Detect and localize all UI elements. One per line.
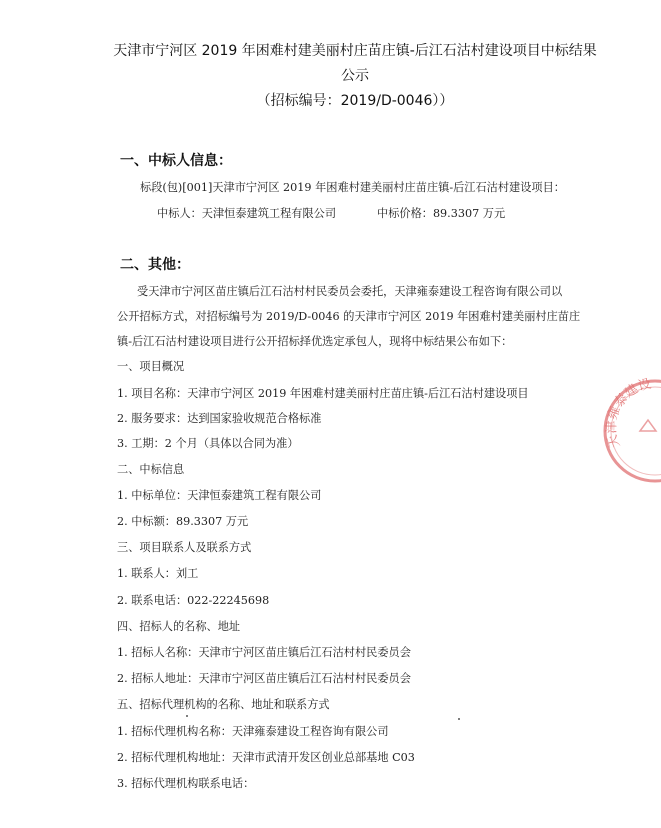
svg-text:天津雍泰建设: 天津雍泰建设 [604, 376, 653, 450]
list-item: 1. 项目名称：天津市宁河区 2019 年困难村建美丽村庄苗庄镇-后江石沽村建设项目 [117, 387, 529, 400]
list-item: 3. 招标代理机构联系电话： [117, 777, 255, 790]
list-item: 二、中标信息 [117, 463, 185, 476]
list-item: 2. 中标额：89.3307 万元 [117, 515, 249, 528]
list-item: 三、项目联系人及联系方式 [117, 541, 252, 554]
list-item: 四、招标人的名称、地址 [117, 620, 241, 633]
list-item: 1. 招标人名称：天津市宁河区苗庄镇后江石沽村村民委员会 [117, 646, 411, 659]
official-seal-icon [600, 376, 661, 486]
doc-title-line1: 天津市宁河区 2019 年困难村建美丽村庄苗庄镇-后江石沽村建设项目中标结果 [113, 43, 597, 59]
doc-title-line2: 公示 [341, 68, 369, 84]
doc-title-line3: （招标编号：2019/D-0046）） [256, 93, 454, 109]
list-item: 1. 招标代理机构名称：天津雍泰建设工程咨询有限公司 [117, 725, 389, 738]
winner-text: 中标人：天津恒泰建筑工程有限公司 [157, 207, 337, 220]
list-item: 2. 联系电话：022-22245698 [117, 594, 270, 607]
list-item: 2. 服务要求：达到国家验收规范合格标准 [117, 412, 322, 425]
bid-section-text: 标段(包)[001]天津市宁河区 2019 年困难村建美丽村庄苗庄镇-后江石沽村建设项目： [140, 181, 565, 194]
list-item: 2. 招标代理机构地址：天津市武清开发区创业总部基地 C03 [117, 751, 415, 764]
list-item: 1. 联系人：刘工 [117, 567, 199, 580]
list-item: 3. 工期：2 个月（具体以合同为准） [117, 437, 299, 450]
list-item: 2. 招标人地址：天津市宁河区苗庄镇后江石沽村村民委员会 [117, 672, 411, 685]
para-line-3: 镇-后江石沽村建设项目进行公开招标择优选定承包人，现将中标结果公布如下： [117, 335, 513, 348]
list-item: 五、招标代理机构的名称、地址和联系方式 [117, 698, 330, 711]
list-item: 1. 中标单位：天津恒泰建筑工程有限公司 [117, 489, 322, 502]
list-item: 一、项目概况 [117, 360, 185, 373]
price-text: 中标价格：89.3307 万元 [377, 207, 506, 220]
scan-speck [186, 715, 188, 717]
section2-heading: 二、其他： [120, 257, 190, 273]
para-line-2: 公开招标方式，对招标编号为 2019/D-0046 的天津市宁河区 2019 年困难村建美丽村庄苗庄 [117, 310, 581, 323]
scan-speck [458, 718, 460, 720]
para-line-1: 受天津市宁河区苗庄镇后江石沽村村民委员会委托，天津雍泰建设工程咨询有限公司以 [137, 285, 563, 298]
section1-heading: 一、中标人信息： [120, 153, 232, 169]
